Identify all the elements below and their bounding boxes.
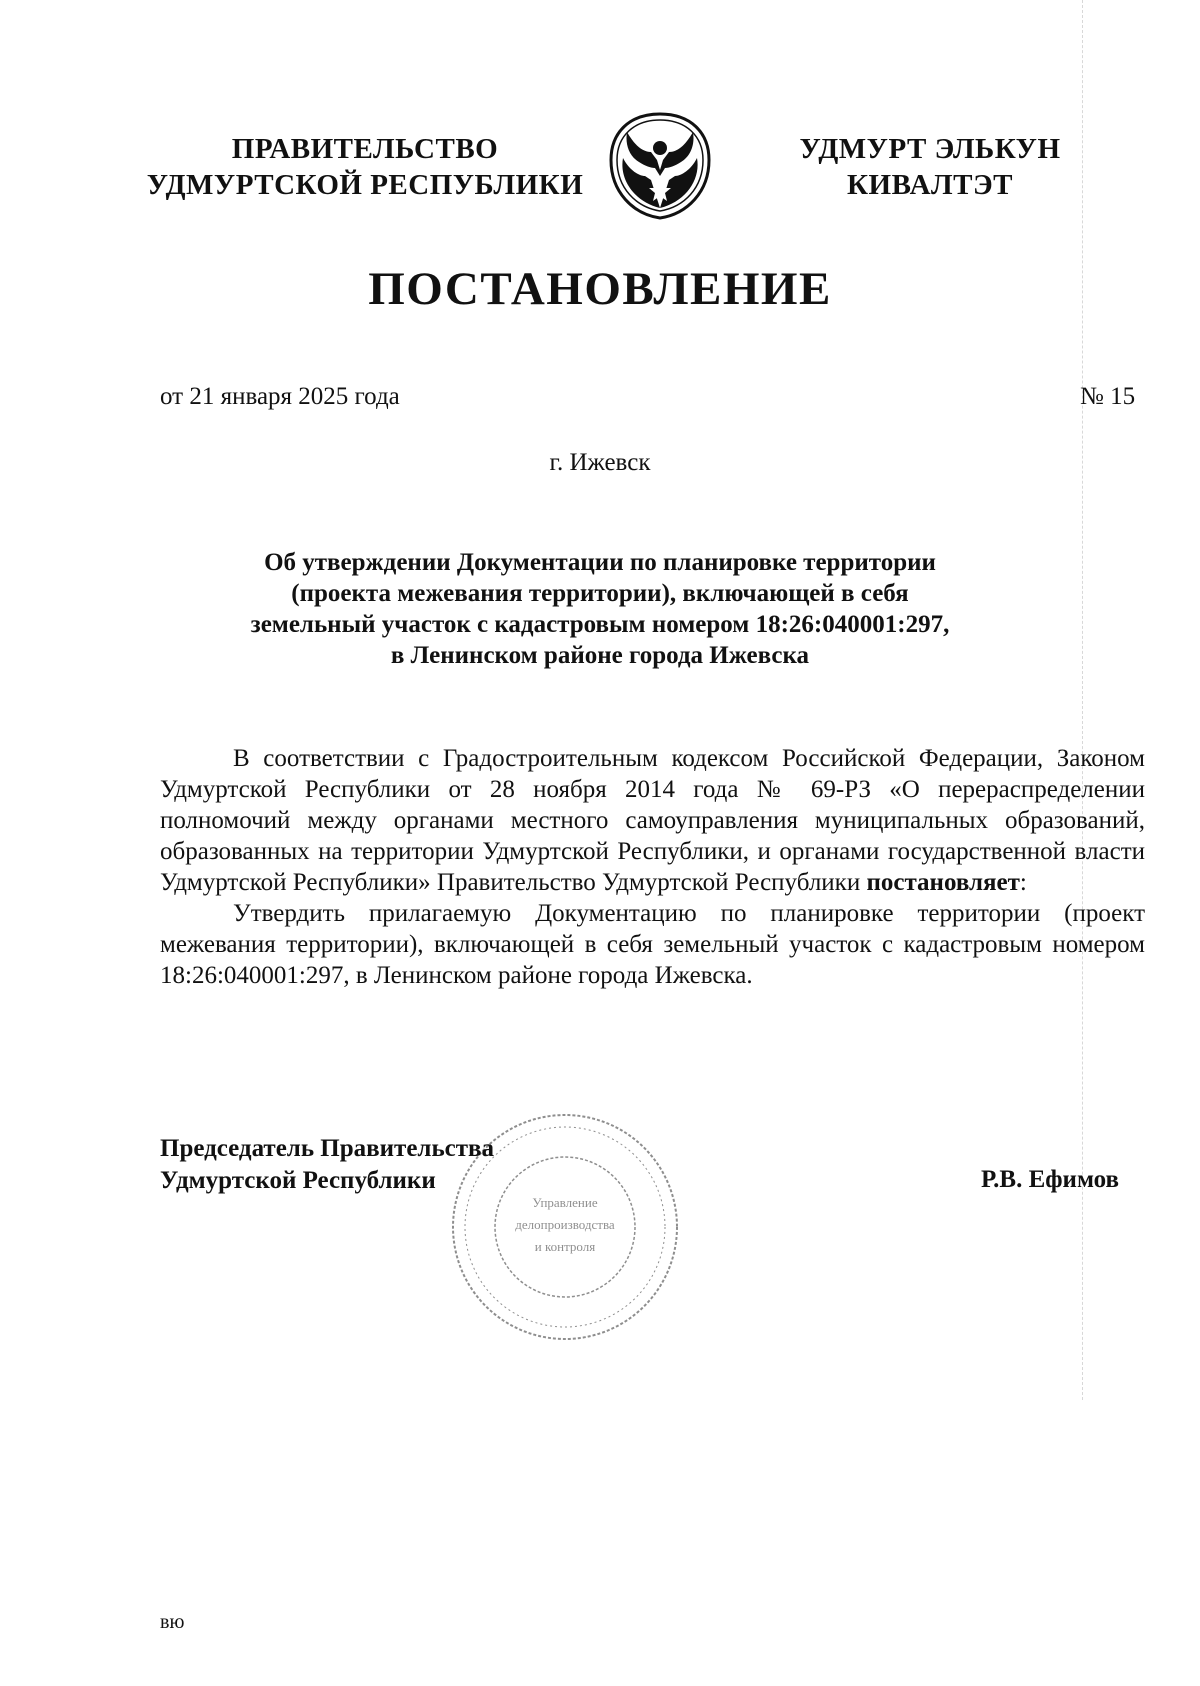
paragraph-text: В соответствии с Градостроительным кодексом Российской Федерации, Законом Удмуртской Республики от 28 ноября 2014 года № 69-РЗ «О перераспределении полномочий между органами местного самоуправления муниципальных образований, образованных на территории Удмуртской Республики, и органами государственной власти Удмуртской Республики» Правительство Удмуртской Республики [160,745,1145,896]
header-right [775,131,1085,203]
signature-name: Р.В. Ефимов [981,1166,1120,1193]
body-paragraph-2: Утвердить прилагаемую Документацию по планировке территории (проект межевания территории), включающей в себя земельный участок с кадастровым номером 18:26:040001:297, в Ленинском районе города Ижевска. [160,900,1145,989]
coat-of-arms-icon [605,110,715,222]
signature-position-line2: Удмуртской Республики [160,1167,436,1194]
document-subject [130,547,1070,671]
document-title: ПОСТАНОВЛЕНИЕ [368,263,832,315]
subject-line: в Ленинском районе города Ижевска [390,642,810,669]
signature-position-line1: Председатель Правительства [160,1135,495,1162]
document-date: от 21 января 2025 года [160,383,400,410]
header-left-line2: УДМУРТСКОЙ РЕСПУБЛИКИ [146,169,584,201]
subject-line: Об утверждении Документации по планировке территории [264,549,936,576]
stamp-line: и контроля [534,1239,596,1254]
header-right-line1: УДМУРТ ЭЛЬКУН [799,133,1061,165]
body-paragraph-1 [160,743,1145,898]
document-number: № 15 [1080,383,1136,410]
header-left [130,131,600,203]
header-right-line2: КИВАЛТЭТ [846,169,1013,201]
signature-position [160,1133,494,1197]
executor-initials: вю [160,1611,185,1633]
resolve-word: постановляет [866,869,1020,896]
header-left-line1: ПРАВИТЕЛЬСТВО [231,133,499,165]
document-body [160,743,1145,991]
subject-line: (проекта межевания территории), включающей в себя [291,580,909,607]
stamp-line: Управление [532,1195,598,1210]
document-city: г. Ижевск [549,449,651,476]
stamp-line: делопроизводства [515,1217,615,1232]
subject-line: земельный участок с кадастровым номером 18:26:040001:297, [250,611,950,638]
paragraph-colon: : [1019,869,1027,896]
